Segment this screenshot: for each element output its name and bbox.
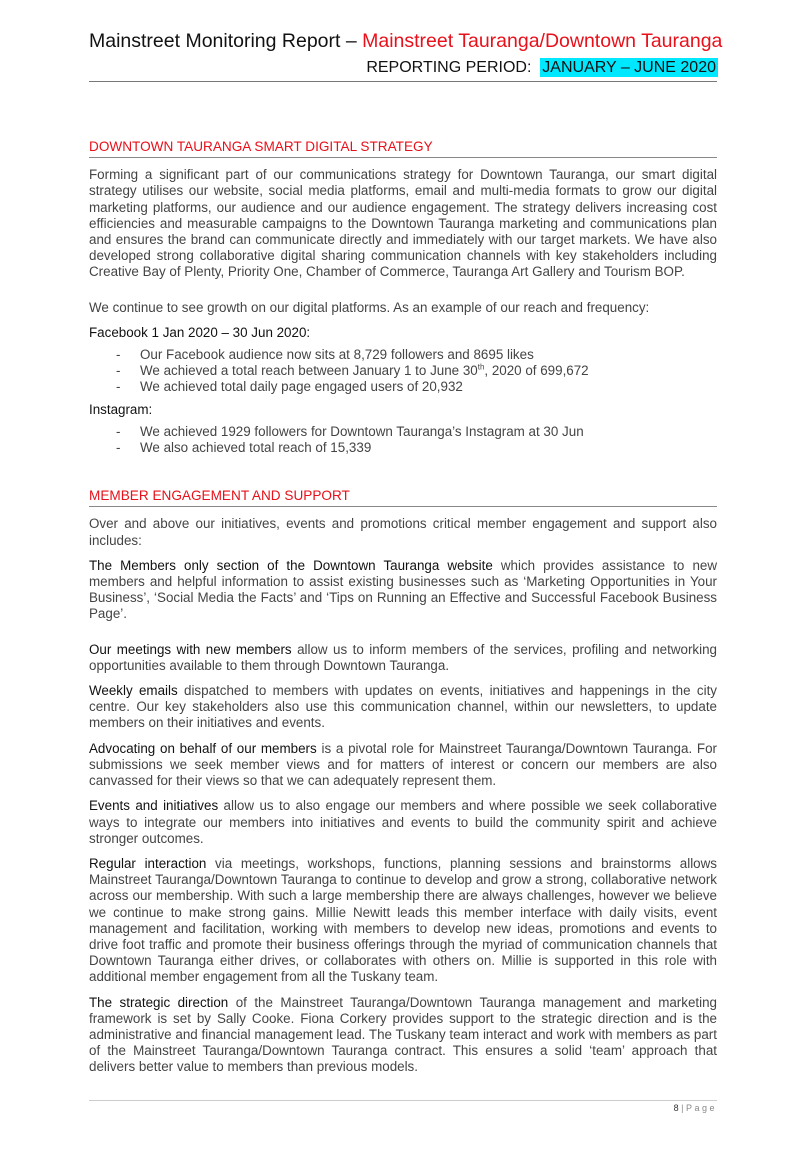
spacer [89, 632, 717, 642]
page-number: 8 [673, 1103, 679, 1113]
members-section-paragraph [89, 558, 717, 623]
events-paragraph [89, 798, 717, 847]
paragraph-text: allow us to inform members of the services, profiling and networking opportunities available to them through Downtown Tauranga. [89, 641, 717, 673]
digital-growth-paragraph: We continue to see growth on our digital platforms. As an example of our reach and frequency: [89, 299, 650, 315]
paragraph-lead: Our meetings with new members [89, 641, 292, 657]
header-divider [89, 81, 717, 82]
list-item: - Our Facebook audience now sits at 8,729 followers and 8695 likes [89, 347, 717, 363]
ordinal-suffix: th [477, 362, 485, 372]
facebook-subheading: Facebook 1 Jan 2020 – 30 Jun 2020: [89, 324, 311, 340]
regular-interaction-paragraph [89, 856, 717, 986]
reporting-period-value: JANUARY – JUNE 2020 [542, 59, 716, 76]
spacer [89, 290, 717, 300]
weekly-emails-paragraph [89, 683, 717, 732]
page-content [89, 139, 717, 1085]
instagram-subheading: Instagram: [89, 401, 153, 417]
member-intro-paragraph: Over and above our initiatives, events and promotions critical member engagement and support also includes: [89, 516, 717, 548]
advocacy-paragraph [89, 741, 717, 790]
report-title [89, 30, 722, 53]
list-item: - We achieved 1929 followers for Downtown Tauranga’s Instagram at 30 Jun [89, 424, 717, 440]
paragraph-text: allow us to also engage our members and where possible we seek collaborative ways to integrate our members into initiatives and events to build the community spirit and achieve stronger outcomes. [89, 798, 717, 846]
report-title-prefix: Mainstreet Monitoring Report – [89, 30, 363, 52]
digital-strategy-paragraph: Forming a significant part of our communications strategy for Downtown Tauranga, our smart digital strategy utilises our website, social media platforms, email and multi-media formats to grow our digital marketing platforms, our audience and our audience engagement. The strategy delivers increasing cost efficiencies and measurable campaigns to the Downtown Tauranga marketing and communications plan and ensures the brand can communicate directly and immediately with our target markets. We have also developed strong collaborative digital sharing communication channels with key stakeholders including Creative Bay of Plenty, Priority One, Chamber of Commerce, Tauranga Art Gallery and Tourism BOP. [89, 167, 717, 280]
page-label: Page [685, 1103, 717, 1113]
paragraph-text: which provides assistance to new members and helpful information to assist existing businesses such as ‘Marketing Opportunities in Your Business’, ‘Social Media the Facts’ and ‘Tips on Running an Effective and Successful Facebook Business Page’. [89, 557, 718, 622]
paragraph-lead: Advocating on behalf of our members [89, 740, 317, 756]
new-members-paragraph [89, 642, 717, 674]
page-separator: | [678, 1103, 686, 1113]
report-title-organisation: Mainstreet Tauranga/Downtown Tauranga [362, 30, 723, 52]
instagram-stats-list [89, 424, 717, 456]
paragraph-text: dispatched to members with updates on events, initiatives and happenings in the city centre. Our key stakeholders also use this communication channel, within our newsletters, to update members on their initiatives and events. [89, 683, 717, 731]
list-item [89, 363, 717, 379]
paragraph-lead: The Members only section of the Downtown Tauranga website [89, 557, 493, 573]
reporting-period-label: REPORTING PERIOD: [366, 59, 532, 76]
spacer [89, 462, 717, 488]
facebook-stats-list [89, 347, 717, 396]
page-footer [89, 1100, 717, 1113]
list-item: - We also achieved total reach of 15,339 [89, 440, 717, 456]
paragraph-text: is a pivotal role for Mainstreet Tauranga/Downtown Tauranga. For submissions we seek member views and for matters of interest or concern our members are also canvassed for their views so that we can adequately represent them. [89, 740, 718, 789]
reporting-period [366, 59, 718, 77]
paragraph-lead: Regular interaction [89, 855, 207, 871]
paragraph-lead: Weekly emails [89, 683, 178, 699]
paragraph-text: of the Mainstreet Tauranga/Downtown Tauranga management and marketing framework is set by Sally Cooke. Fiona Corkery provides support to the strategic direction and is the administrative and financial management lead. The Tuskany team interact and work with members as part of the Mainstreet Tauranga/Downtown Tauranga contract. This ensures a solid ‘team’ approach that delivers better value to members than previous models. [89, 994, 717, 1075]
list-item-text: We achieved a total reach between January 1 to June 30 [140, 363, 478, 379]
paragraph-lead: The strategic direction [89, 994, 229, 1010]
strategic-direction-paragraph [89, 995, 717, 1076]
paragraph-text: via meetings, workshops, functions, planning sessions and brainstorms allows Mainstreet Tauranga/Downtown Tauranga to continue to develop and grow a strong, collaborative network across our membership. With such a large membership there are always challenges, however we believe we continue to make strong gains. Millie Newitt leads this member interface with daily visits, event management and facilitation, working with members to develop new ideas, promotions and events to drive foot traffic and promote their business offerings through the myriad of communication channels that Downtown Tauranga either drives, or collaborates with others on. Millie is supported in this role with additional member engagement from all the Tuskany team. [89, 855, 717, 985]
paragraph-lead: Events and initiatives [89, 798, 219, 814]
section-heading-digital-strategy: DOWNTOWN TAURANGA SMART DIGITAL STRATEGY [89, 139, 717, 158]
list-item: - We achieved total daily page engaged users of 20,932 [89, 379, 717, 395]
section-heading-member-engagement: MEMBER ENGAGEMENT AND SUPPORT [89, 488, 717, 507]
list-item-text: , 2020 of 699,672 [484, 363, 589, 379]
